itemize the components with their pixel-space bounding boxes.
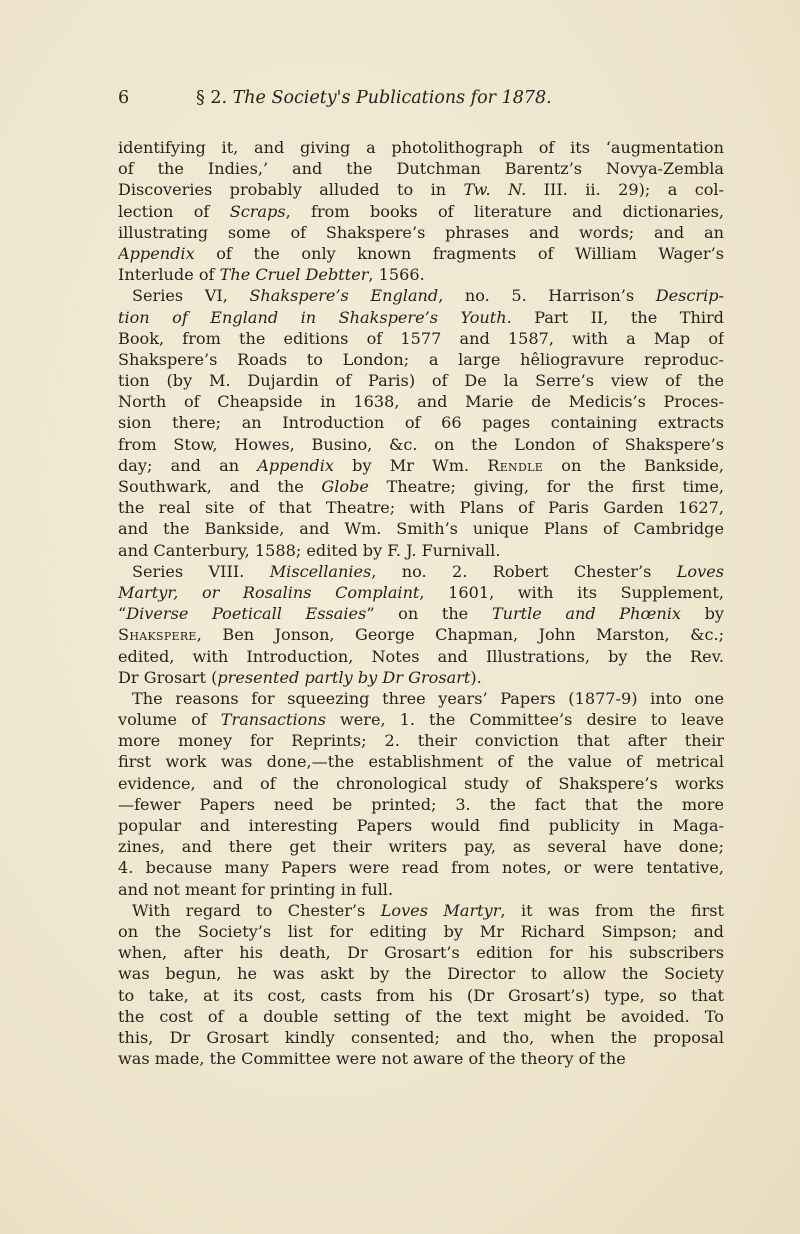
text-line: volume of Transactions were, 1. the Committee’s desire to leave (118, 710, 724, 730)
text-line: Series VIII. Miscellanies, no. 2. Robert Chester’s Loves (132, 561, 724, 581)
section-mark: § 2. (196, 88, 228, 108)
text-line: lection of Scraps, from books of literature and dictionaries, (118, 201, 724, 221)
text-line: day; and an Appendix by Mr Wm. Rendle on the Bankside, (118, 455, 724, 475)
text-line: —fewer Papers need be printed; 3. the fact that the more (118, 794, 724, 814)
text-line: of the Indies,’ and the Dutchman Barentz’s Novya-Zembla (118, 159, 724, 179)
text-line: The reasons for squeezing three years’ Papers (1877-9) into one (132, 688, 724, 708)
body-text (118, 137, 724, 1069)
text-line: and not meant for printing in full. (118, 879, 394, 899)
text-line: was begun, he was askt by the Director to allow the Society (118, 964, 724, 984)
text-line: Shakspere’s Roads to London; a large hêliogravure reproduc- (118, 349, 724, 369)
text-line: Shakspere, Ben Jonson, George Chapman, John Marston, &c.; (118, 625, 724, 645)
text-line: and Canterbury, 1588; edited by F. J. Furnivall. (118, 540, 501, 560)
text-line: 4. because many Papers were read from notes, or were tentative, (118, 858, 724, 878)
text-line: Interlude of The Cruel Debtter, 1566. (118, 265, 425, 285)
page-number: 6 (118, 88, 130, 108)
text-line: evidence, and of the chronological study of Shakspere’s works (118, 773, 724, 793)
text-line: was made, the Committee were not aware of the theory of the (118, 1049, 626, 1069)
text-line: the cost of a double setting of the text might be avoided. To (118, 1006, 724, 1026)
header-title: The Society's Publications for 1878. (232, 88, 552, 108)
text-line: more money for Reprints; 2. their conviction that after their (118, 731, 724, 751)
text-line: sion there; an Introduction of 66 pages containing extracts (118, 413, 724, 433)
text-line: Book, from the editions of 1577 and 1587, with a Map of (118, 328, 724, 348)
text-line: this, Dr Grosart kindly consented; and tho, when the proposal (118, 1027, 724, 1047)
text-line: first work was done,—the establishment of the value of metrical (118, 752, 724, 772)
text-line: zines, and there get their writers pay, as several have done; (118, 837, 724, 857)
text-line: tion of England in Shakspere’s Youth. Part II, the Third (118, 307, 724, 327)
text-line: Appendix of the only known fragments of William Wager’s (118, 243, 724, 263)
text-line: Martyr, or Rosalins Complaint, 1601, with its Supplement, (118, 582, 724, 602)
text-line: when, after his death, Dr Grosart’s edition for his subscribers (118, 943, 724, 963)
text-line: Southwark, and the Globe Theatre; giving, for the first time, (118, 477, 724, 496)
text-line: Series VI, Shakspere’s England, no. 5. Harrison’s Descrip- (132, 286, 724, 306)
text-line: “Diverse Poeticall Essaies” on the Turtle and Phœnix by (118, 604, 724, 624)
text-line: Dr Grosart (presented partly by Dr Grosart). (118, 667, 482, 687)
text-line: edited, with Introduction, Notes and Illustrations, by the Rev. (118, 646, 724, 666)
text-line: the real site of that Theatre; with Plans of Paris Garden 1627, (118, 498, 724, 518)
text-line: from Stow, Howes, Busino, &c. on the London of Shakspere’s (118, 434, 724, 454)
text-line: popular and interesting Papers would find publicity in Maga- (118, 816, 724, 835)
text-line: illustrating some of Shakspere’s phrases and words; and an (118, 222, 724, 242)
text-line: on the Society’s list for editing by Mr Richard Simpson; and (118, 921, 724, 941)
text-line: and the Bankside, and Wm. Smith’s unique Plans of Cambridge (118, 519, 724, 539)
text-line: identifying it, and giving a photolithograph of its ‘augmentation (118, 138, 724, 157)
text-line: to take, at its cost, casts from his (Dr Grosart’s) type, so that (118, 985, 724, 1005)
text-line: Discoveries probably alluded to in Tw. N. III. ii. 29); a col- (118, 180, 724, 200)
text-line: North of Cheapside in 1638, and Marie de Medicis’s Proces- (118, 392, 724, 412)
text-line: tion (by M. Dujardin of Paris) of De la Serre’s view of the (118, 371, 724, 391)
text-line: With regard to Chester’s Loves Martyr, it was from the first (132, 900, 724, 920)
running-title (196, 86, 552, 110)
running-header (118, 86, 718, 110)
